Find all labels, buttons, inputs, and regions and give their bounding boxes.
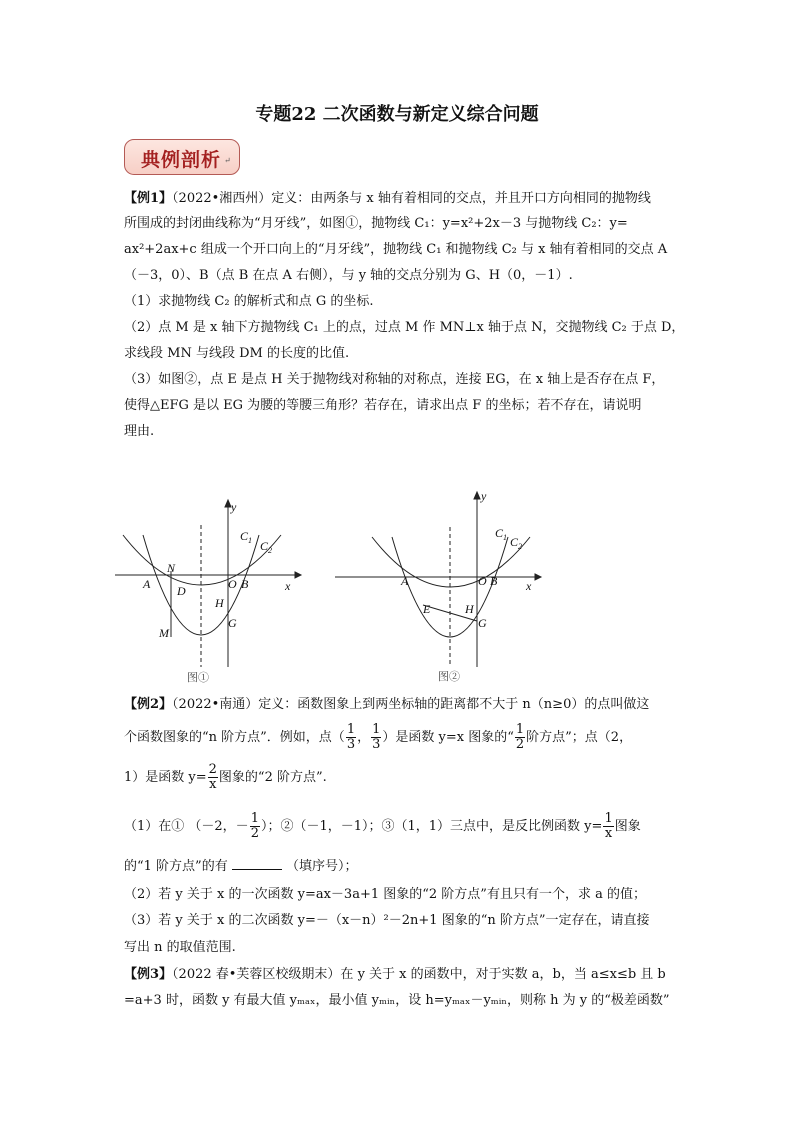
ex1-line-1	[124, 189, 651, 209]
ex1-text: （2022•湘西州）定义：由两条与 x 轴有着相同的交点，并且开口方向相同的抛物线	[172, 191, 651, 206]
label-g: G	[228, 616, 237, 630]
frac-den: x	[209, 777, 217, 792]
ex2-question-1	[124, 812, 641, 841]
y-axis-arrow-icon	[474, 492, 480, 499]
label-c2: C	[510, 535, 519, 549]
frac-num: 1	[372, 722, 381, 737]
label-n: N	[167, 561, 176, 575]
figure-2	[335, 487, 545, 685]
label-a: A	[401, 574, 409, 588]
ex2-question-3a: （3）若 y 关于 x 的二次函数 y=－（x－n）²－2n+1 图象的“n 阶方点”一定存在，请直接	[124, 913, 650, 928]
label-b: B	[490, 574, 498, 588]
ex1-line-4: （－3，0）、B（点 B 在点 A 右侧），与 y 轴的交点分别为 G、H（0，－1）.	[124, 268, 573, 283]
ex2-l3-text-b: 图象的“2 阶方点”.	[218, 770, 327, 785]
frac-den: 2	[250, 826, 259, 841]
badge-label: 典例剖析	[141, 149, 222, 171]
label-e: E	[423, 602, 431, 616]
frac-den: x	[604, 826, 613, 841]
fraction-one-over-x	[603, 812, 613, 841]
label-o: O	[228, 577, 237, 591]
ex1-question-3c: 理由.	[124, 424, 155, 439]
label-c1-sub: 1	[248, 536, 252, 545]
label-c2: C	[260, 539, 269, 553]
ex1-question-3a: （3）如图②，点 E 是点 H 关于抛物线对称轴的对称点，连接 EG，在 x 轴上是否存在点 F，	[124, 372, 665, 387]
figure-1-caption: 图①	[187, 672, 209, 684]
ex2-l2-text-a: 个函数图象的“n 阶方点”．例如，点（	[124, 730, 345, 745]
section-badge	[124, 139, 240, 175]
frac-num: 2	[208, 762, 217, 777]
fraction-one-half-q1	[250, 812, 260, 841]
frac-den: 3	[372, 737, 381, 752]
ex1-line-2: 所围成的封闭曲线称为“月牙线”，如图①，抛物线 C₁：y=x²+2x－3 与抛物线 C₂：y=	[124, 216, 628, 231]
ex2-line-2	[124, 723, 632, 752]
ex2-l2-text-b: ）是函数 y=x 图象的“	[382, 730, 514, 745]
frac-num: 1	[250, 811, 259, 826]
frac-den: 2	[515, 737, 525, 752]
ex3-line-1	[124, 965, 666, 985]
x-axis-arrow-icon	[295, 572, 301, 578]
frac-num: 1	[604, 811, 613, 826]
ex2-l3-text-a: 1）是函数 y=	[124, 770, 207, 785]
label-c1: C	[240, 529, 249, 543]
fraction-one-half	[515, 723, 525, 752]
ex1-question-3b: 使得△EFG 是以 EG 为腰的等腰三角形？若存在，请求出点 F 的坐标；若不存在，请说明	[124, 398, 642, 413]
ex2-q1-text-b: ）；②（－1，－1）；③（1，1）三点中，是反比例函数 y=	[260, 819, 603, 834]
return-mark-icon: ↵	[224, 156, 231, 165]
label-c1: C	[495, 526, 504, 540]
ex2-q1-text-d: 的“1 阶方点”的有	[124, 859, 228, 874]
ex2-text: （2022•南通）定义：函数图象上到两坐标轴的距离都不大于 n（n≥0）的点叫做这	[172, 697, 650, 712]
label-c2-sub: 2	[268, 546, 272, 555]
label-d: D	[177, 584, 186, 598]
figure-1	[115, 495, 305, 685]
ex2-question-1b	[124, 857, 358, 877]
label-h: H	[465, 602, 474, 616]
label-c2-sub: 2	[518, 542, 522, 551]
ex1-line-3: ax²+2ax+c 组成一个开口向上的“月牙线”，抛物线 C₁ 和抛物线 C₂ 与 x 轴有着相同的交点 A	[124, 242, 668, 257]
label-a: A	[143, 577, 151, 591]
label-b: B	[241, 577, 249, 591]
ex1-question-1: （1）求抛物线 C₂ 的解析式和点 G 的坐标.	[124, 294, 374, 309]
ex3-line-2: =a+3 时，函数 y 有最大值 yₘₐₓ，最小值 yₘᵢₙ，设 h=yₘₐₓ－yₘᵢₙ，则称 h 为 y 的“极差函数”	[124, 993, 670, 1008]
label-g: G	[478, 616, 487, 630]
fraction-two-over-x	[208, 763, 218, 792]
label-h: H	[215, 596, 224, 610]
fraction-one-third-b	[371, 723, 381, 752]
frac-num: 1	[346, 722, 356, 737]
label-x: x	[526, 579, 532, 593]
answer-blank[interactable]	[232, 857, 282, 870]
ex2-question-2: （2）若 y 关于 x 的一次函数 y=ax－3a+1 图象的“2 阶方点”有且只有一个，求 a 的值；	[124, 887, 646, 902]
ex2-tag: 【例2】	[124, 697, 173, 712]
ex2-comma: ，	[357, 730, 371, 745]
ex2-q1-text-c: 图象	[614, 819, 641, 834]
ex1-question-2b: 求线段 MN 与线段 DM 的长度的比值.	[124, 346, 350, 361]
ex3-text: （2022 春•芙蓉区校级期末）在 y 关于 x 的函数中，对于实数 a，b，当 a≤x≤b 且 b	[172, 967, 666, 982]
ex2-line-3	[124, 763, 327, 792]
label-c1-sub: 1	[503, 533, 507, 542]
figure-2-caption: 图②	[438, 671, 460, 683]
ex2-q1-text-a: （1）在① （－2，－	[124, 819, 249, 834]
fraction-one-third-a	[346, 723, 356, 752]
ex2-question-3b: 写出 n 的取值范围.	[124, 940, 236, 955]
label-y: y	[231, 500, 237, 514]
ex1-question-2a: （2）点 M 是 x 轴下方抛物线 C₁ 上的点，过点 M 作 MN⊥x 轴于点 N，交抛物线 C₂ 于点 D，	[124, 320, 685, 335]
ex2-line-1	[124, 695, 649, 715]
label-m: M	[159, 626, 169, 640]
label-x: x	[285, 579, 291, 593]
ex2-q1-text-e: （填序号）；	[285, 859, 358, 874]
label-o: O	[478, 574, 487, 588]
page-title: 专题22 二次函数与新定义综合问题	[255, 104, 539, 125]
frac-den: 3	[346, 737, 356, 752]
ex2-l2-text-c: 阶方点”；点（2，	[526, 730, 633, 745]
ex3-tag: 【例3】	[124, 967, 173, 982]
ex1-tag: 【例1】	[124, 191, 173, 206]
frac-num: 1	[515, 722, 525, 737]
label-y: y	[481, 489, 487, 503]
x-axis-arrow-icon	[535, 574, 541, 580]
